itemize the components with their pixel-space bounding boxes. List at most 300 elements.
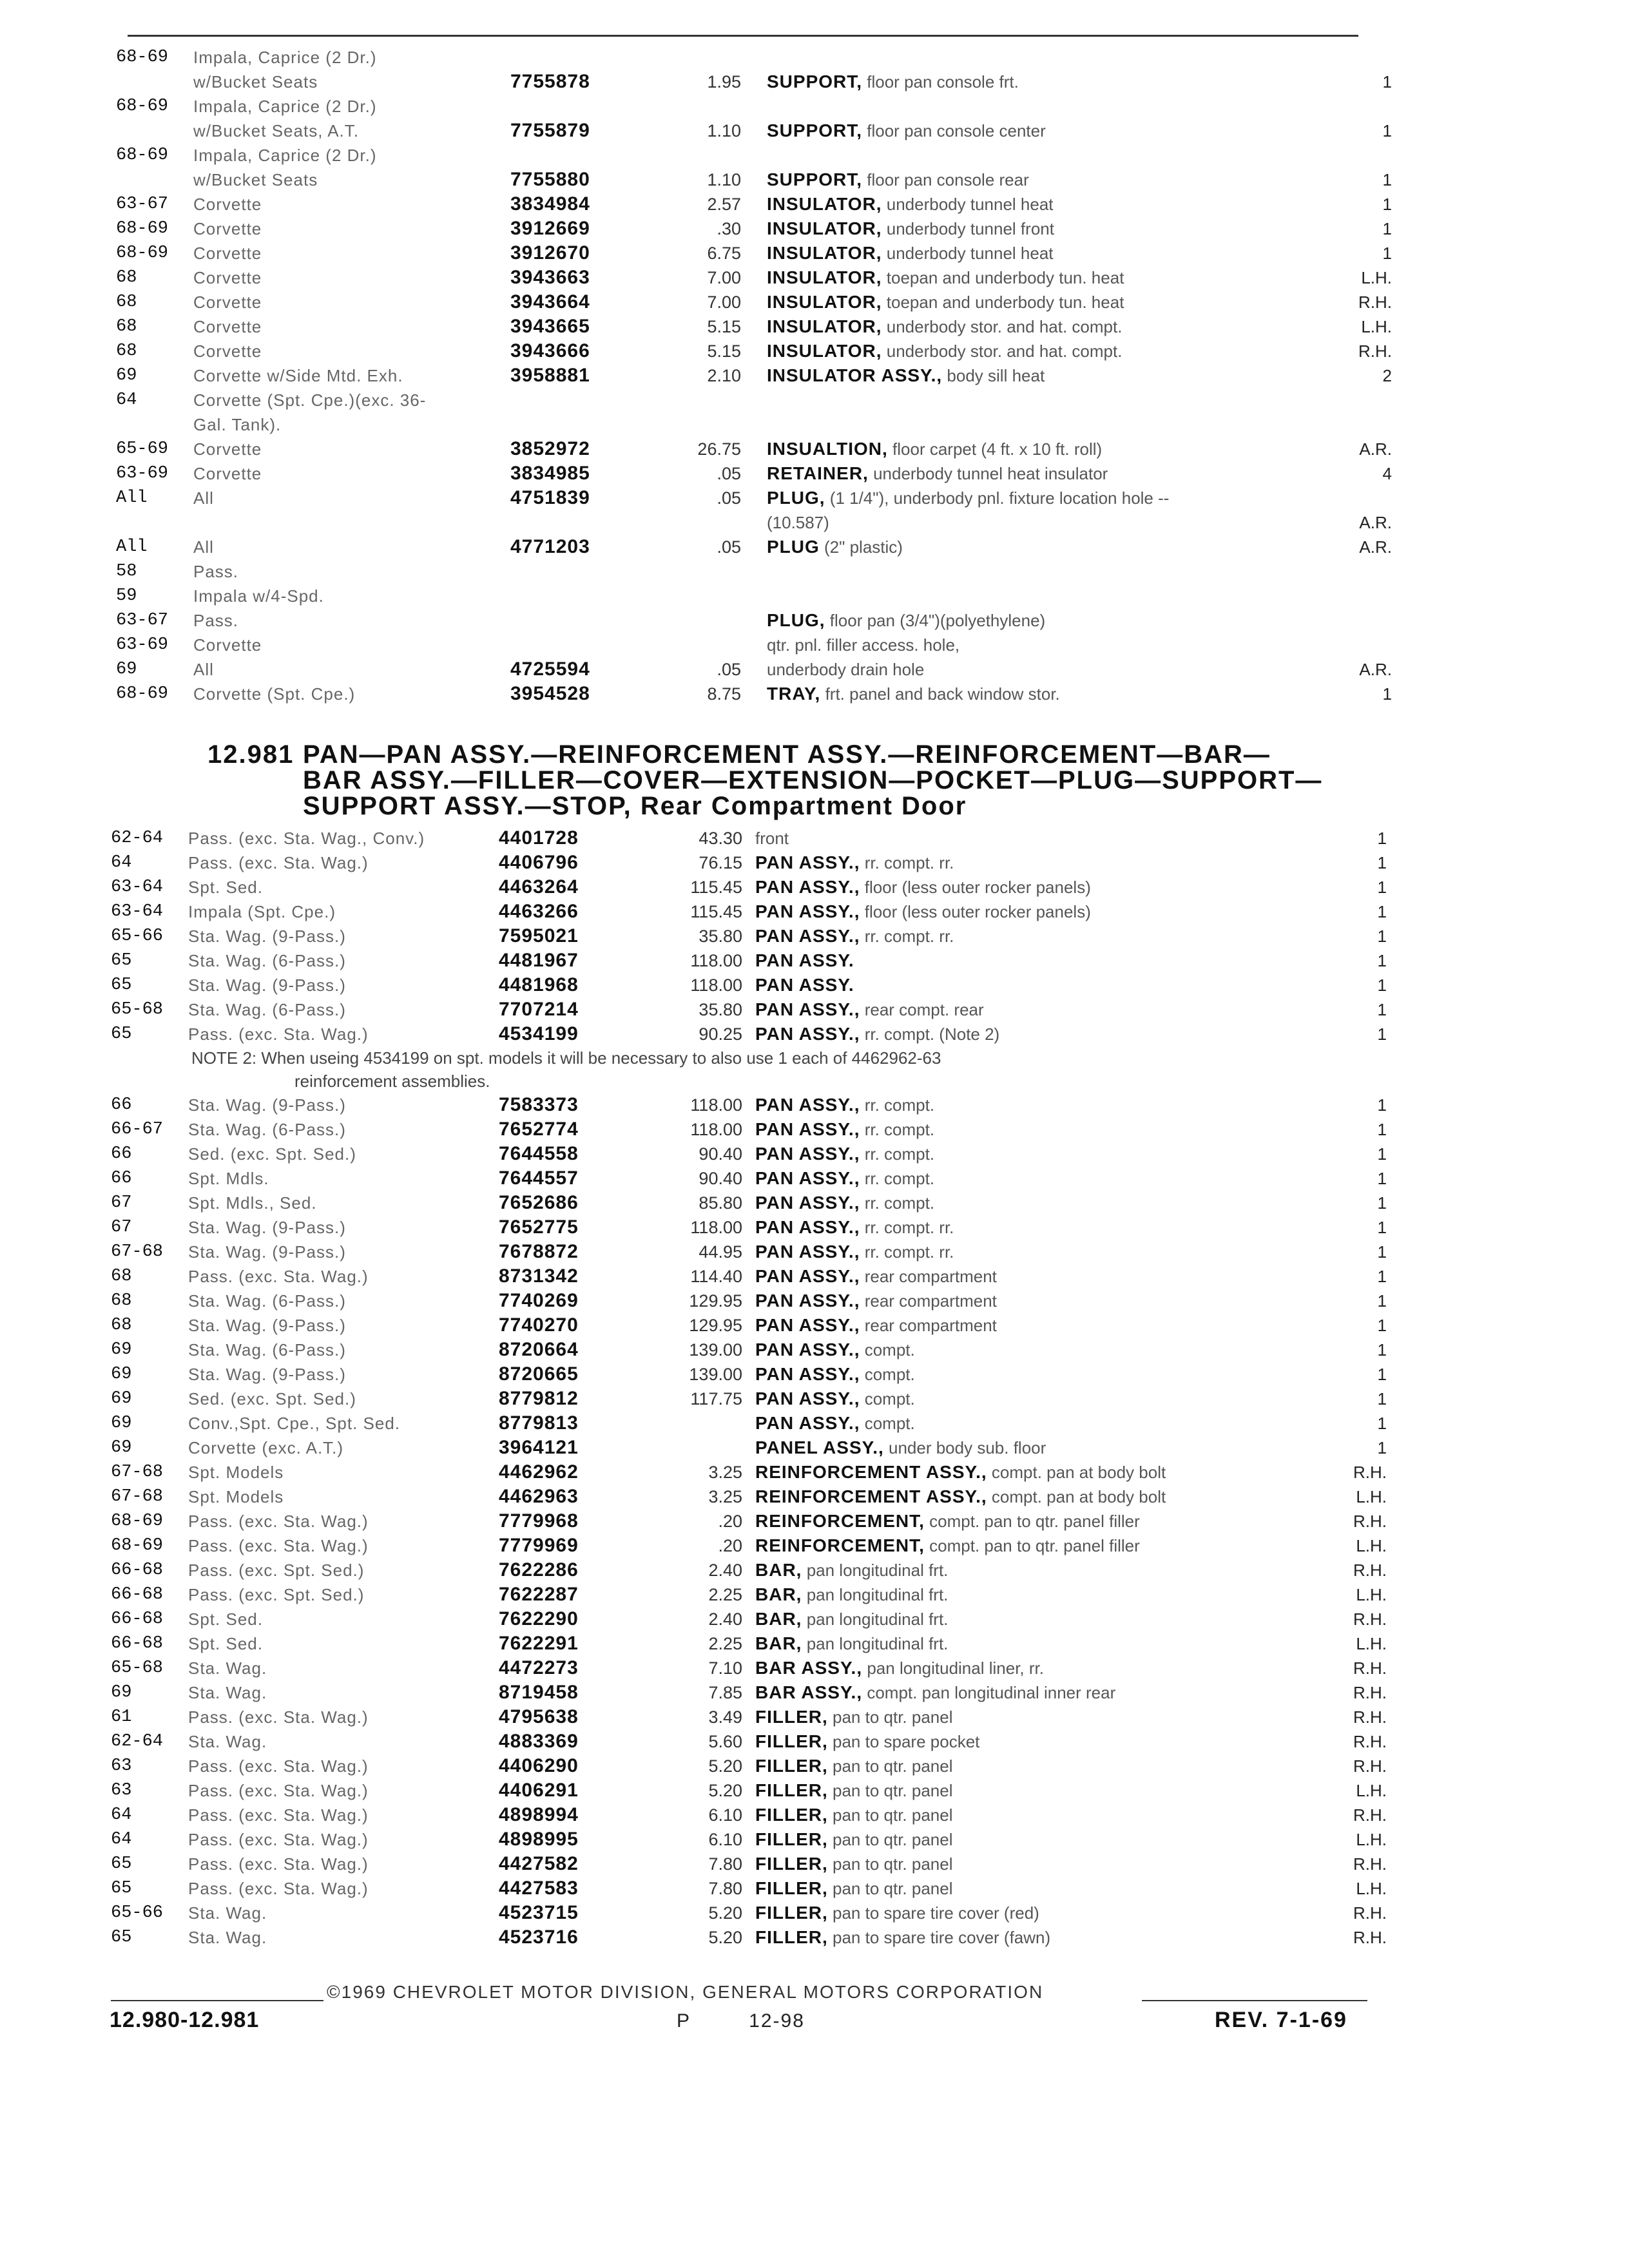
- part-name: PAN ASSY.,: [755, 1217, 860, 1237]
- parts-row: [111, 924, 1393, 948]
- list-price: 7.00: [707, 268, 741, 287]
- quantity: L.H.: [1356, 1879, 1387, 1898]
- quantity: 1: [1377, 1438, 1387, 1457]
- list-price: 129.95: [689, 1291, 742, 1311]
- list-price: 7.10: [708, 1658, 742, 1678]
- application: All: [193, 537, 214, 557]
- part-name: FILLER,: [755, 1854, 828, 1874]
- part-detail: pan longitudinal frt.: [806, 1634, 949, 1653]
- part-name: BAR,: [755, 1584, 802, 1604]
- part-number: 3912670: [510, 242, 590, 264]
- part-number: 7644558: [499, 1143, 579, 1164]
- application: Pass. (exc. Sta. Wag.): [188, 1805, 369, 1825]
- parts-row: [111, 1754, 1393, 1778]
- part-number: 4725594: [510, 658, 590, 680]
- part-number: 7583373: [499, 1094, 579, 1115]
- part-detail: rear compartment: [864, 1316, 997, 1335]
- part-number: 7740270: [499, 1314, 579, 1336]
- application: Pass.: [193, 562, 239, 581]
- part-name: BAR,: [755, 1560, 802, 1580]
- part-name: FILLER,: [755, 1805, 828, 1825]
- part-detail: rear compartment: [864, 1291, 997, 1311]
- list-price: 85.80: [699, 1193, 742, 1213]
- model-years: 66-68: [111, 1610, 164, 1629]
- part-detail: (10.587): [767, 513, 829, 532]
- list-price: 76.15: [699, 853, 742, 872]
- part-number: 4771203: [510, 536, 590, 557]
- application: Sta. Wag. (6-Pass.): [188, 1291, 346, 1311]
- part-detail: floor pan console frt.: [867, 72, 1019, 91]
- part-number: 7652774: [499, 1119, 579, 1140]
- quantity: R.H.: [1353, 1683, 1387, 1702]
- application: Pass. (exc. Sta. Wag.): [188, 1267, 369, 1286]
- part-name: PAN ASSY.: [755, 950, 854, 970]
- part-description: [767, 510, 829, 535]
- list-price: .05: [717, 464, 741, 483]
- application: Sta. Wag.: [188, 1683, 267, 1702]
- list-price: 6.75: [707, 244, 741, 263]
- part-detail: pan to qtr. panel: [833, 1854, 953, 1874]
- model-years: 68: [116, 341, 137, 361]
- part-detail: floor (less outer rocker panels): [864, 902, 1091, 921]
- application: Pass. (exc. Sta. Wag.): [188, 1830, 369, 1849]
- parts-row: [111, 1533, 1393, 1558]
- application: Spt. Models: [188, 1463, 284, 1482]
- part-detail: frt. panel and back window stor.: [825, 684, 1060, 704]
- list-price: 2.57: [707, 195, 741, 214]
- quantity: 1: [1377, 1316, 1387, 1335]
- part-number: 7779969: [499, 1535, 579, 1556]
- application: Pass. (exc. Sta. Wag.): [188, 1707, 369, 1727]
- part-description: [755, 1362, 915, 1387]
- model-years: 69: [111, 1414, 132, 1433]
- list-price: 7.80: [708, 1854, 742, 1874]
- part-detail: pan longitudinal frt.: [806, 1610, 949, 1629]
- part-description: [755, 1436, 1046, 1460]
- model-years: 65-68: [111, 1000, 164, 1019]
- part-detail: pan longitudinal frt.: [806, 1561, 949, 1580]
- part-description: [755, 1680, 1115, 1705]
- part-number: 7707214: [499, 999, 579, 1020]
- part-description: [755, 1827, 952, 1852]
- parts-row: [116, 168, 1392, 192]
- model-years: 68: [111, 1267, 132, 1286]
- model-years: 66-67: [111, 1120, 164, 1139]
- part-description: [755, 1338, 915, 1362]
- part-number: 4406290: [499, 1755, 579, 1776]
- list-price: 5.60: [708, 1732, 742, 1751]
- part-name: INSULATOR ASSY.,: [767, 365, 943, 385]
- part-detail: body sill heat: [947, 366, 1045, 385]
- parts-row: [116, 192, 1392, 216]
- list-price: 5.20: [708, 1756, 742, 1776]
- model-years: 68-69: [116, 97, 169, 116]
- part-description: [755, 924, 954, 948]
- quantity: R.H.: [1353, 1707, 1387, 1727]
- list-price: 8.75: [707, 684, 741, 704]
- part-number: 8720665: [499, 1363, 579, 1385]
- parts-row: [116, 657, 1392, 682]
- parts-row: [116, 241, 1392, 265]
- part-description: [755, 1533, 1140, 1558]
- part-detail: floor pan (3/4")(polyethylene): [829, 611, 1046, 630]
- parts-row: [111, 1705, 1393, 1729]
- parts-row: [116, 94, 1392, 119]
- parts-row: [111, 1460, 1393, 1485]
- parts-row: [111, 973, 1393, 997]
- part-description: [755, 1142, 934, 1166]
- copyright-text: ©1969 CHEVROLET MOTOR DIVISION, GENERAL MOTORS CORPORATION: [327, 1982, 1044, 2002]
- parts-row: [111, 1022, 1393, 1046]
- parts-row: [116, 633, 1392, 657]
- part-name: SUPPORT,: [767, 72, 863, 91]
- part-detail: rr. compt.: [864, 1144, 935, 1164]
- part-detail: pan to qtr. panel: [833, 1879, 953, 1898]
- part-description: [755, 1582, 948, 1607]
- parts-row: [116, 437, 1392, 461]
- top-rule: [128, 35, 1358, 37]
- part-description: [755, 899, 1091, 924]
- model-years: 63-67: [116, 611, 169, 630]
- part-description: [755, 1215, 954, 1240]
- parts-row: [116, 290, 1392, 314]
- part-description: [767, 314, 1122, 339]
- quantity: 1: [1377, 1365, 1387, 1384]
- part-number: 8719458: [499, 1682, 579, 1703]
- quantity: L.H.: [1361, 317, 1392, 336]
- parts-row: [116, 70, 1392, 94]
- part-description: [755, 1313, 997, 1338]
- part-name: PAN ASSY.,: [755, 1315, 860, 1335]
- list-price: 90.40: [699, 1144, 742, 1164]
- part-name: FILLER,: [755, 1707, 828, 1727]
- note-2-line-1: NOTE 2: When useing 4534199 on spt. models it will be necessary to also use 1 each of 4462962-63: [191, 1048, 941, 1068]
- part-description: [755, 1191, 934, 1215]
- application: Impala, Caprice (2 Dr.): [193, 97, 377, 116]
- parts-row: [111, 1876, 1393, 1901]
- quantity: 1: [1377, 1242, 1387, 1262]
- part-detail: rear compt. rear: [864, 1000, 984, 1019]
- application: Pass. (exc. Sta. Wag.): [188, 1512, 369, 1531]
- part-detail: floor carpet (4 ft. x 10 ft. roll): [892, 439, 1103, 459]
- part-number: 3912669: [510, 218, 590, 239]
- part-description: [767, 339, 1122, 363]
- model-years: 64: [111, 853, 132, 872]
- quantity: R.H.: [1353, 1658, 1387, 1678]
- application: Impala (Spt. Cpe.): [188, 902, 336, 921]
- part-number: 8731342: [499, 1265, 579, 1287]
- application: Pass. (exc. Sta. Wag.): [188, 1854, 369, 1874]
- application: Spt. Sed.: [188, 1634, 263, 1653]
- part-number: 3852972: [510, 438, 590, 459]
- part-description: [755, 1607, 948, 1631]
- parts-row: [111, 1778, 1393, 1803]
- quantity: A.R.: [1359, 513, 1392, 532]
- quantity: 1: [1377, 1193, 1387, 1213]
- model-years: 64: [111, 1830, 132, 1849]
- application: Pass. (exc. Sta. Wag.): [188, 1024, 369, 1044]
- parts-row: [111, 1264, 1393, 1289]
- model-years: 69: [111, 1389, 132, 1408]
- part-description: [767, 437, 1102, 461]
- part-number: 7678872: [499, 1241, 579, 1262]
- part-detail: compt.: [864, 1340, 915, 1360]
- quantity: R.H.: [1358, 293, 1392, 312]
- quantity: R.H.: [1353, 1561, 1387, 1580]
- quantity: 1: [1382, 219, 1392, 238]
- model-years: 65: [111, 1854, 132, 1874]
- parts-row: [116, 584, 1392, 608]
- footer-copyright: [111, 1982, 1367, 2004]
- list-price: 2.25: [708, 1585, 742, 1604]
- model-years: 68-69: [116, 146, 169, 165]
- application: Impala, Caprice (2 Dr.): [193, 48, 377, 67]
- list-price: 1.95: [707, 72, 741, 91]
- application: Sta. Wag. (9-Pass.): [188, 1316, 346, 1335]
- model-years: 65: [111, 1928, 132, 1947]
- part-description: [755, 1022, 999, 1046]
- quantity: 1: [1377, 1024, 1387, 1044]
- part-description: [755, 1901, 1039, 1925]
- part-description: [755, 1289, 997, 1313]
- application: Sta. Wag. (9-Pass.): [188, 1242, 346, 1262]
- part-number: 3834985: [510, 463, 590, 484]
- list-price: 2.25: [708, 1634, 742, 1653]
- part-detail: compt.: [864, 1414, 915, 1433]
- part-detail: rr. compt. (Note 2): [864, 1024, 1000, 1044]
- part-number: 4898995: [499, 1829, 579, 1850]
- part-description: [755, 1925, 1050, 1950]
- part-detail: underbody tunnel heat insulator: [873, 464, 1108, 483]
- application: Sta. Wag. (9-Pass.): [188, 927, 346, 946]
- model-years: 66-68: [111, 1561, 164, 1580]
- part-name: FILLER,: [755, 1829, 828, 1849]
- part-description: [755, 850, 954, 875]
- parts-row: [116, 486, 1392, 510]
- part-description: [767, 486, 1169, 510]
- quantity: 1: [1377, 1218, 1387, 1237]
- part-number: 4481967: [499, 950, 579, 971]
- part-number: 4523715: [499, 1902, 579, 1923]
- part-description: [767, 682, 1060, 706]
- part-name: PAN ASSY.: [755, 975, 854, 995]
- model-years: 69: [116, 660, 137, 679]
- part-detail: pan to spare pocket: [833, 1732, 980, 1751]
- model-years: 62-64: [111, 1732, 164, 1751]
- model-years: 66-68: [111, 1634, 164, 1653]
- part-name: PAN ASSY.,: [755, 852, 860, 872]
- model-years: 69: [111, 1365, 132, 1384]
- part-number: 4463266: [499, 901, 579, 922]
- model-years: 63: [111, 1781, 132, 1800]
- application: Pass. (exc. Spt. Sed.): [188, 1585, 365, 1604]
- part-name: PAN ASSY.,: [755, 1144, 860, 1164]
- quantity: R.H.: [1353, 1903, 1387, 1923]
- list-price: .20: [718, 1536, 742, 1555]
- list-price: 7.85: [708, 1683, 742, 1702]
- application: Sed. (exc. Spt. Sed.): [188, 1144, 356, 1164]
- part-detail: compt. pan longitudinal inner rear: [867, 1683, 1116, 1702]
- quantity: A.R.: [1359, 537, 1392, 557]
- parts-row: [116, 45, 1392, 70]
- part-name: SUPPORT,: [767, 169, 863, 189]
- list-price: 5.20: [708, 1903, 742, 1923]
- part-detail: rr. compt. rr.: [864, 1218, 954, 1237]
- part-name: BAR ASSY.,: [755, 1682, 863, 1702]
- part-number: 8779813: [499, 1412, 579, 1434]
- list-price: 118.00: [690, 1095, 742, 1115]
- part-detail: underbody tunnel heat: [886, 195, 1054, 214]
- parts-row: [111, 1313, 1393, 1338]
- parts-row: [111, 1582, 1393, 1607]
- part-number: 7622286: [499, 1559, 579, 1581]
- part-name: INSULATOR,: [767, 243, 882, 263]
- quantity: L.H.: [1356, 1585, 1387, 1604]
- quantity: 1: [1382, 684, 1392, 704]
- part-detail: rear compartment: [864, 1267, 997, 1286]
- list-price: 117.75: [690, 1389, 742, 1408]
- part-detail: (2" plastic): [824, 537, 903, 557]
- list-price: 5.15: [707, 341, 741, 361]
- list-price: 35.80: [699, 1000, 742, 1019]
- part-description: [767, 461, 1108, 486]
- part-detail: compt. pan at body bolt: [991, 1487, 1166, 1506]
- application: w/Bucket Seats, A.T.: [193, 121, 359, 140]
- part-name: BAR ASSY.,: [755, 1658, 863, 1678]
- part-number: 7755880: [510, 169, 590, 190]
- part-detail: pan to qtr. panel: [833, 1756, 953, 1776]
- list-price: 90.25: [699, 1024, 742, 1044]
- part-description: [755, 1876, 952, 1901]
- quantity: L.H.: [1356, 1634, 1387, 1653]
- parts-row: [111, 1631, 1393, 1656]
- part-detail: rr. compt. rr.: [864, 927, 954, 946]
- part-detail: pan to spare tire cover (fawn): [833, 1928, 1051, 1947]
- part-detail: underbody stor. and hat. compt.: [886, 341, 1123, 361]
- model-years: 66-68: [111, 1585, 164, 1604]
- model-years: 67-68: [111, 1242, 164, 1262]
- list-price: 139.00: [689, 1340, 742, 1360]
- part-description: [755, 948, 854, 973]
- part-description: [755, 1558, 948, 1582]
- quantity: L.H.: [1361, 268, 1392, 287]
- parts-row: [116, 119, 1392, 143]
- part-description: [755, 1705, 952, 1729]
- list-price: 3.25: [708, 1463, 742, 1482]
- part-number: 8720664: [499, 1339, 579, 1360]
- part-description: [755, 875, 1091, 899]
- model-years: 68-69: [116, 244, 169, 263]
- quantity: 1: [1382, 195, 1392, 214]
- part-description: [755, 1093, 934, 1117]
- list-price: 5.20: [708, 1781, 742, 1800]
- application: Sed. (exc. Spt. Sed.): [188, 1389, 356, 1408]
- application: Pass.: [193, 611, 239, 630]
- application: Sta. Wag.: [188, 1903, 267, 1923]
- model-years: 66: [111, 1169, 132, 1188]
- part-description: [767, 657, 924, 682]
- part-detail: pan to qtr. panel: [833, 1707, 953, 1727]
- part-name: REINFORCEMENT,: [755, 1511, 925, 1531]
- model-years: 65-68: [111, 1658, 164, 1678]
- part-detail: floor (less outer rocker panels): [864, 878, 1091, 897]
- part-description: [755, 1803, 952, 1827]
- model-years: 68-69: [116, 219, 169, 238]
- application: Sta. Wag.: [188, 1658, 267, 1678]
- part-number: 7755878: [510, 71, 590, 92]
- part-number: 4406796: [499, 852, 579, 873]
- application: Spt. Sed.: [188, 1610, 263, 1629]
- list-price: 35.80: [699, 927, 742, 946]
- section-title-line-2: BAR ASSY.—FILLER—COVER—EXTENSION—POCKET—PLUG—SUPPORT—: [303, 766, 1323, 794]
- part-detail: compt. pan to qtr. panel filler: [929, 1512, 1140, 1531]
- parts-row: [111, 1338, 1393, 1362]
- part-number: 4462963: [499, 1486, 579, 1507]
- application: Corvette w/Side Mtd. Exh.: [193, 366, 403, 385]
- part-description: [755, 1411, 915, 1436]
- quantity: 1: [1382, 72, 1392, 91]
- application: Spt. Sed.: [188, 878, 263, 897]
- footer-rule-left: [111, 2000, 323, 2001]
- model-years: All: [116, 537, 148, 557]
- model-years: 69: [111, 1683, 132, 1702]
- part-name: INSULATOR,: [767, 194, 882, 214]
- part-name: PANEL ASSY.,: [755, 1437, 884, 1457]
- part-name: PAN ASSY.,: [755, 901, 860, 921]
- parts-row: [111, 1509, 1393, 1533]
- list-price: 129.95: [689, 1316, 742, 1335]
- page-label: P: [677, 2010, 691, 2032]
- part-description: [767, 168, 1029, 192]
- list-price: 139.00: [689, 1365, 742, 1384]
- model-years: 64: [111, 1805, 132, 1825]
- part-description: [755, 997, 984, 1022]
- application: Corvette (Spt. Cpe.): [193, 684, 356, 704]
- parts-row: [116, 682, 1392, 706]
- part-number: 7755879: [510, 120, 590, 141]
- model-years: 63-69: [116, 635, 169, 655]
- parts-row: [116, 363, 1392, 388]
- part-number: 3943666: [510, 340, 590, 361]
- part-description: [767, 70, 1019, 94]
- model-years: All: [116, 488, 148, 508]
- application: Sta. Wag. (9-Pass.): [188, 1095, 346, 1115]
- application: Impala, Caprice (2 Dr.): [193, 146, 377, 165]
- model-years: 67-68: [111, 1487, 164, 1506]
- list-price: .05: [717, 660, 741, 679]
- part-name: PAN ASSY.,: [755, 1291, 860, 1311]
- parts-row: [111, 899, 1393, 924]
- quantity: A.R.: [1359, 439, 1392, 459]
- list-price: 3.49: [708, 1707, 742, 1727]
- part-name: INSULATOR,: [767, 267, 882, 287]
- model-years: 68-69: [111, 1536, 164, 1555]
- part-description: [767, 241, 1054, 265]
- quantity: R.H.: [1353, 1463, 1387, 1482]
- part-number: 7622290: [499, 1608, 579, 1629]
- part-number: 4427583: [499, 1878, 579, 1899]
- application: Corvette: [193, 341, 262, 361]
- list-price: 6.10: [708, 1830, 742, 1849]
- part-description: [755, 1754, 952, 1778]
- model-years: 65: [111, 975, 132, 995]
- part-name: PAN ASSY.,: [755, 1413, 860, 1433]
- model-years: 69: [111, 1438, 132, 1457]
- parts-row: [111, 1803, 1393, 1827]
- model-years: 65-66: [111, 927, 164, 946]
- part-name: RETAINER,: [767, 463, 869, 483]
- part-name: INSULATOR,: [767, 316, 882, 336]
